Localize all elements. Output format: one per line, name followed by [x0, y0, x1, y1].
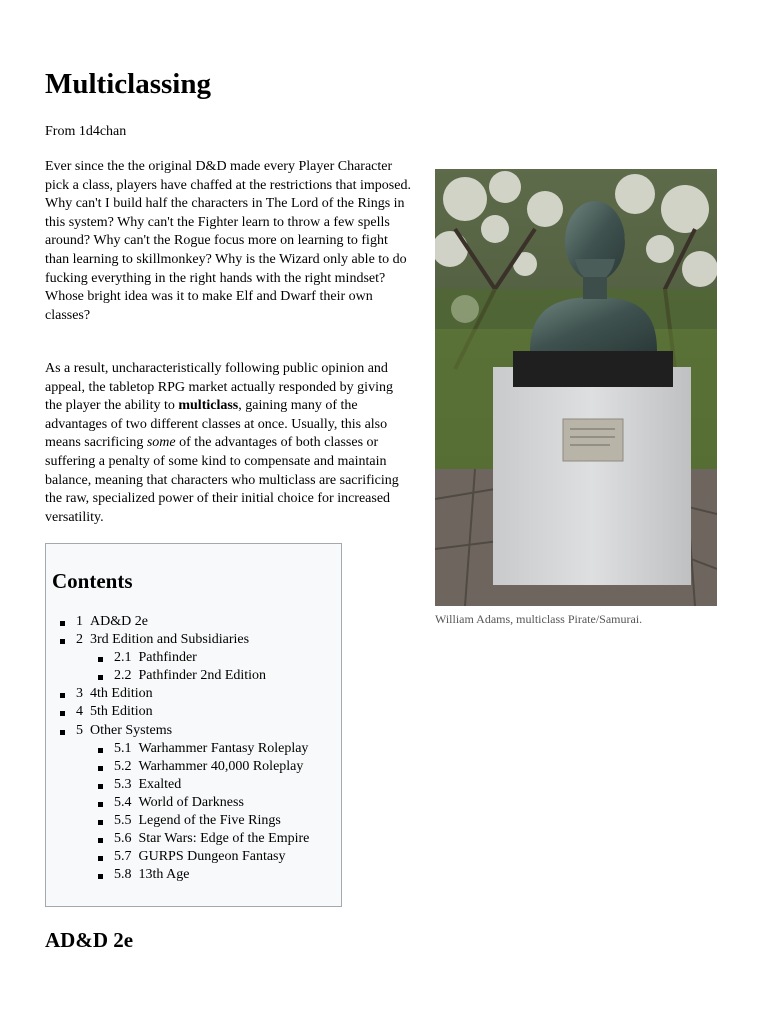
bullet-icon [60, 639, 65, 644]
figure-caption: William Adams, multiclass Pirate/Samurai. [435, 612, 643, 626]
source-line: From 1d4chan [45, 124, 127, 139]
toc-item[interactable] [76, 776, 309, 794]
toc-number: 4 [76, 704, 83, 720]
bust-photo[interactable] [435, 169, 717, 606]
toc-item[interactable] [76, 631, 309, 649]
toc-number: 1 [76, 614, 83, 629]
toc-label: Pathfinder 2nd Edition [138, 668, 267, 684]
p2-text-a: As a result, uncharacteristically following public opinion and appeal, the tabletop RPG market actually responded by giving the player the ability to [45, 361, 393, 414]
toc-item[interactable] [76, 866, 309, 884]
toc-item[interactable] [76, 649, 309, 667]
bullet-icon [98, 784, 103, 789]
toc-number: 5.8 [114, 867, 132, 883]
toc-label: Warhammer 40,000 Roleplay [138, 758, 304, 774]
toc-label: 3rd Edition and Subsidiaries [90, 632, 250, 648]
toc-label: Legend of the Five Rings [138, 813, 281, 829]
toc-label: 5th Edition [90, 704, 153, 720]
bullet-icon [98, 802, 103, 807]
second-paragraph [45, 360, 413, 527]
p2-text-c: of the advantages of both classes or suffering a penalty of some kind to compensate and maintain balance, meaning that characters who multiclass are sacrificing the raw, specialized power of their initial choice for increased versatility. [45, 435, 399, 525]
bust-image [435, 169, 717, 606]
bullet-icon [98, 675, 103, 680]
toc-number: 5.5 [114, 813, 132, 829]
page-title: Multiclassing [45, 68, 211, 100]
bullet-icon [98, 856, 103, 861]
bullet-icon [98, 874, 103, 879]
toc-label: Exalted [138, 776, 182, 792]
toc-number: 5 [76, 722, 83, 738]
toc-number: 3 [76, 686, 83, 702]
toc-label: GURPS Dungeon Fantasy [138, 849, 286, 865]
toc-item[interactable] [76, 758, 309, 776]
toc-title: Contents [52, 569, 133, 593]
bullet-icon [98, 838, 103, 843]
toc-item[interactable] [76, 848, 309, 866]
toc-number: 5.2 [114, 758, 132, 774]
bullet-icon [98, 820, 103, 825]
bullet-icon [98, 748, 103, 753]
toc-label: Star Wars: Edge of the Empire [138, 831, 310, 847]
toc-item[interactable] [76, 812, 309, 830]
bullet-icon [60, 730, 65, 735]
multiclass-link[interactable]: multiclass [178, 398, 239, 414]
toc-label: World of Darkness [138, 794, 244, 810]
table-of-contents [45, 543, 342, 907]
toc-item[interactable] [76, 613, 309, 631]
toc-label: 4th Edition [90, 686, 153, 702]
toc-item[interactable] [76, 794, 309, 812]
bullet-icon [98, 657, 103, 662]
bullet-icon [98, 766, 103, 771]
toc-number: 2.1 [114, 650, 132, 666]
bullet-icon [60, 693, 65, 698]
p2-text-b: , gaining many of the advantages of two different classes at once. Usually, this also means sacrificing [45, 398, 388, 451]
toc-item[interactable] [76, 830, 309, 848]
toc-number: 5.3 [114, 776, 132, 792]
thumbnail-figure [435, 169, 717, 626]
toc-item[interactable] [76, 667, 309, 685]
toc-number: 5.6 [114, 831, 132, 847]
toc-list [76, 613, 309, 884]
toc-label: 13th Age [138, 867, 190, 883]
toc-item[interactable] [76, 703, 309, 721]
toc-item[interactable] [76, 722, 309, 740]
toc-label: Other Systems [90, 722, 173, 738]
toc-label: Pathfinder [138, 650, 197, 666]
bullet-icon [60, 711, 65, 716]
toc-number: 2 [76, 632, 83, 648]
toc-label: Warhammer Fantasy Roleplay [138, 740, 309, 756]
toc-item[interactable] [76, 740, 309, 758]
toc-item[interactable] [76, 685, 309, 703]
p2-emphasis: some [146, 435, 176, 451]
toc-label: AD&D 2e [90, 614, 148, 629]
toc-number: 5.4 [114, 794, 132, 810]
toc-number: 5.1 [114, 740, 132, 756]
toc-number: 2.2 [114, 668, 132, 684]
section-heading: AD&D 2e [45, 928, 134, 952]
toc-number: 5.7 [114, 849, 132, 865]
intro-paragraph: Ever since the the original D&D made every Player Character pick a class, players have chaffed at the restrictions that imposed. Why can't I build half the characters in The Lord of the Rings in this system? Why can't the Fighter learn to throw a few spells around? Why can't the Rogue focus more on learning to fight than learning to skillmonkey? Why is the Wizard only able to do fucking everything in the right hands with the right mindset? Whose bright idea was it to make Elf and Dwarf their own classes? [45, 159, 411, 323]
bullet-icon [60, 621, 65, 626]
